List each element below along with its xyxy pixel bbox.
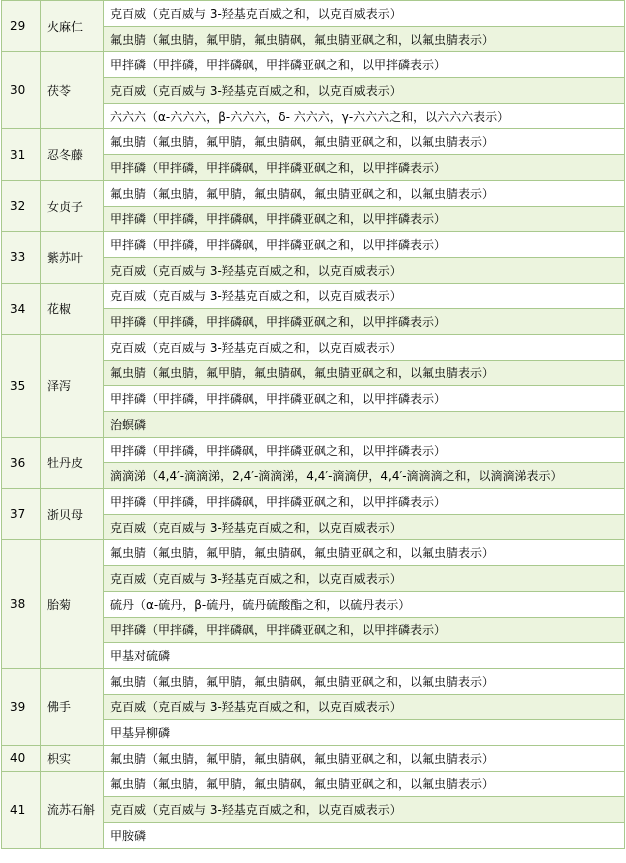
- table-row: [2, 540, 625, 566]
- pesticide-item: 甲拌磷（甲拌磷，甲拌磷砜，甲拌磷亚砜之和，以甲拌磷表示）: [104, 489, 625, 515]
- herb-name: 牡丹皮: [41, 437, 104, 488]
- pesticide-item: 克百威（克百威与 3-羟基克百威之和，以克百威表示）: [104, 566, 625, 592]
- row-number: 36: [2, 437, 41, 488]
- table-row: [2, 771, 625, 797]
- herb-name: 火麻仁: [41, 1, 104, 52]
- table-row: [2, 668, 625, 694]
- row-number: 31: [2, 129, 41, 180]
- herb-name: 枳实: [41, 745, 104, 771]
- pesticide-item: 氟虫腈（氟虫腈，氟甲腈，氟虫腈砜，氟虫腈亚砜之和，以氟虫腈表示）: [104, 771, 625, 797]
- pesticide-item: 甲拌磷（甲拌磷，甲拌磷砜，甲拌磷亚砜之和，以甲拌磷表示）: [104, 155, 625, 181]
- row-number: 30: [2, 52, 41, 129]
- pesticide-item: 甲拌磷（甲拌磷，甲拌磷砜，甲拌磷亚砜之和，以甲拌磷表示）: [104, 206, 625, 232]
- herb-name: 佛手: [41, 668, 104, 745]
- row-number: 29: [2, 1, 41, 52]
- row-number: 38: [2, 540, 41, 668]
- row-number: 39: [2, 668, 41, 745]
- pesticide-item: 克百威（克百威与 3-羟基克百威之和，以克百威表示）: [104, 1, 625, 27]
- pesticide-item: 治螟磷: [104, 412, 625, 438]
- table-row: [2, 52, 625, 78]
- herb-name: 泽泻: [41, 334, 104, 437]
- pesticide-item: 六六六（α-六六六，β-六六六，δ- 六六六，γ-六六六之和，以六六六表示）: [104, 103, 625, 129]
- row-number: 32: [2, 180, 41, 231]
- pesticide-item: 甲拌磷（甲拌磷，甲拌磷砜，甲拌磷亚砜之和，以甲拌磷表示）: [104, 617, 625, 643]
- herb-name: 紫苏叶: [41, 232, 104, 283]
- row-number: 37: [2, 489, 41, 540]
- table-row: [2, 745, 625, 771]
- herb-name: 浙贝母: [41, 489, 104, 540]
- herb-name: 忍冬藤: [41, 129, 104, 180]
- pesticide-item: 甲拌磷（甲拌磷，甲拌磷砜，甲拌磷亚砜之和，以甲拌磷表示）: [104, 437, 625, 463]
- pesticide-item: 甲胺磷: [104, 823, 625, 849]
- herb-name: 花椒: [41, 283, 104, 334]
- pesticide-item: 氟虫腈（氟虫腈，氟甲腈，氟虫腈砜，氟虫腈亚砜之和，以氟虫腈表示）: [104, 129, 625, 155]
- pesticide-item: 硫丹（α-硫丹，β-硫丹，硫丹硫酸酯之和，以硫丹表示）: [104, 591, 625, 617]
- pesticide-item: 氟虫腈（氟虫腈，氟甲腈，氟虫腈砜，氟虫腈亚砜之和，以氟虫腈表示）: [104, 668, 625, 694]
- pesticide-item: 氟虫腈（氟虫腈，氟甲腈，氟虫腈砜，氟虫腈亚砜之和，以氟虫腈表示）: [104, 180, 625, 206]
- pesticide-item: 克百威（克百威与 3-羟基克百威之和，以克百威表示）: [104, 797, 625, 823]
- pesticide-item: 甲拌磷（甲拌磷，甲拌磷砜，甲拌磷亚砜之和，以甲拌磷表示）: [104, 52, 625, 78]
- pesticide-item: 滴滴涕（4,4′-滴滴涕，2,4′-滴滴涕，4,4′-滴滴伊，4,4′-滴滴滴之和，以滴滴涕表示）: [104, 463, 625, 489]
- table-row: [2, 489, 625, 515]
- pesticide-item: 克百威（克百威与 3-羟基克百威之和，以克百威表示）: [104, 514, 625, 540]
- pesticide-item: 克百威（克百威与 3-羟基克百威之和，以克百威表示）: [104, 78, 625, 104]
- row-number: 40: [2, 745, 41, 771]
- table-row: [2, 1, 625, 27]
- table-row: [2, 283, 625, 309]
- row-number: 33: [2, 232, 41, 283]
- herb-name: 胎菊: [41, 540, 104, 668]
- pesticide-item: 氟虫腈（氟虫腈，氟甲腈，氟虫腈砜，氟虫腈亚砜之和，以氟虫腈表示）: [104, 745, 625, 771]
- row-number: 35: [2, 334, 41, 437]
- pesticide-item: 甲基对硫磷: [104, 643, 625, 669]
- pesticide-item: 克百威（克百威与 3-羟基克百威之和，以克百威表示）: [104, 283, 625, 309]
- row-number: 34: [2, 283, 41, 334]
- table-row: [2, 180, 625, 206]
- table-row: [2, 232, 625, 258]
- pesticide-item: 氟虫腈（氟虫腈，氟甲腈，氟虫腈砜，氟虫腈亚砜之和，以氟虫腈表示）: [104, 360, 625, 386]
- pesticide-item: 甲拌磷（甲拌磷，甲拌磷砜，甲拌磷亚砜之和，以甲拌磷表示）: [104, 232, 625, 258]
- herb-name: 女贞子: [41, 180, 104, 231]
- table: [1, 0, 625, 849]
- pesticide-item: 克百威（克百威与 3-羟基克百威之和，以克百威表示）: [104, 334, 625, 360]
- pesticide-item: 甲基异柳磷: [104, 720, 625, 746]
- pesticide-item: 氟虫腈（氟虫腈，氟甲腈，氟虫腈砜，氟虫腈亚砜之和，以氟虫腈表示）: [104, 26, 625, 52]
- pesticide-item: 甲拌磷（甲拌磷，甲拌磷砜，甲拌磷亚砜之和，以甲拌磷表示）: [104, 386, 625, 412]
- pesticide-item: 克百威（克百威与 3-羟基克百威之和，以克百威表示）: [104, 257, 625, 283]
- pesticide-item: 甲拌磷（甲拌磷，甲拌磷砜，甲拌磷亚砜之和，以甲拌磷表示）: [104, 309, 625, 335]
- table-row: [2, 129, 625, 155]
- herb-name: 流苏石斛: [41, 771, 104, 848]
- table-row: [2, 437, 625, 463]
- herb-name: 茯苓: [41, 52, 104, 129]
- pesticide-item: 氟虫腈（氟虫腈，氟甲腈，氟虫腈砜，氟虫腈亚砜之和，以氟虫腈表示）: [104, 540, 625, 566]
- pesticide-item: 克百威（克百威与 3-羟基克百威之和，以克百威表示）: [104, 694, 625, 720]
- table-row: [2, 334, 625, 360]
- row-number: 41: [2, 771, 41, 848]
